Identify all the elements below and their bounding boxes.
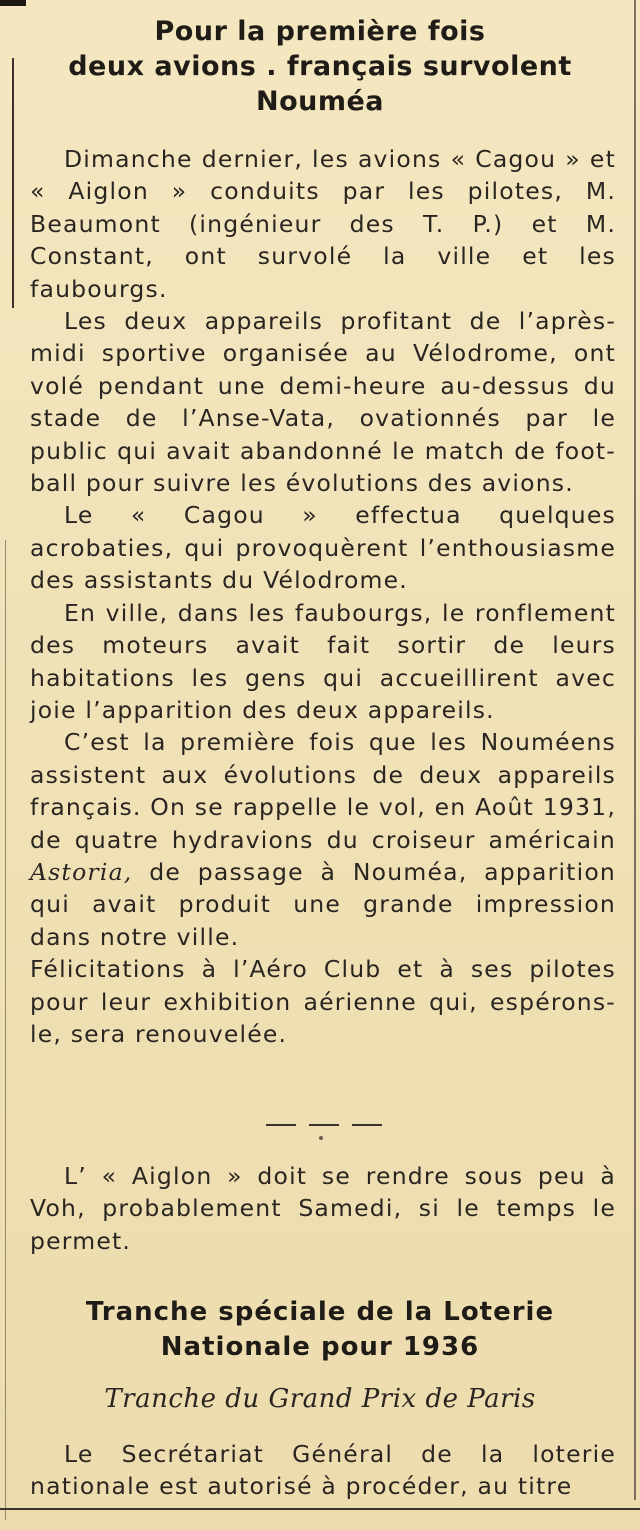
article1-paragraph-6: Félicitations à l’Aéro Club et à ses pilotes pour leur exhibition aérienne qui, espérons-le, sera renouvelée.: [30, 955, 616, 1048]
article2-subheadline: Tranche du Grand Prix de Paris: [104, 1384, 536, 1414]
brief-paragraph: L’ « Aiglon » doit se rendre sous peu à Voh, probablement Samedi, si le temps le permet.: [30, 1162, 616, 1255]
clipping-left-edge-lower: [5, 540, 6, 1520]
clipping-bottom-edge: [0, 1508, 640, 1510]
article1-paragraph-3: Le « Cagou » effectua quelques acrobaties, qui provoquèrent l’enthousiasme des assistants du Vélodrome.: [30, 501, 616, 595]
article1-paragraph-4: En ville, dans les faubourgs, le ronflement des moteurs avait fait sortir de leurs habitations les gens qui accueillirent avec joie l’apparition des deux appareils.: [30, 598, 616, 724]
article2-headline-line2: Nationale pour 1936: [160, 1332, 480, 1362]
article1-paragraph-5-end: de passage à Nouméa, apparition qui avait produit une grande impression dans notre ville.: [30, 857, 616, 951]
article1-paragraph-5-start: C’est la première fois que les Nouméens assistent aux évolutions de deux appareils français. On se rappelle le vol, en Août 1931, de quatre hydravions du croiseur américain: [30, 728, 616, 854]
article1-headline-line1: Pour la première fois: [154, 16, 486, 47]
article1-paragraph-1: Dimanche dernier, les avions « Cagou » et « Aiglon » conduits par les pilotes, M. Beaumont (ingénieur des T. P.) et M. Constant, ont survolé la ville et les faubourgs.: [30, 145, 616, 303]
clipping-right-edge: [634, 0, 636, 1500]
corner-mark: [0, 0, 26, 6]
article1-paragraph-5: [30, 726, 616, 953]
article1-headline: [20, 14, 620, 119]
article1-headline-line3: Nouméa: [255, 86, 385, 117]
article2-headline: [20, 1295, 620, 1365]
article1-paragraph-2: Les deux appareils profitant de l’après-midi sportive organisée au Vélodrome, ont volé pendant une demi-heure au-dessus du stade de l’Anse-Vata, ovationnés par le public qui avait abandonné le match de foot-ball pour suivre les évolutions des avions.: [30, 307, 616, 498]
article1-body: [30, 143, 616, 1050]
article2-paragraph: Le Secrétariat Général de la loterie nationale est autorisé à procéder, au titre: [30, 1440, 616, 1501]
section-divider: [266, 1124, 382, 1126]
article2-body: [30, 1438, 616, 1503]
ship-name: Astoria,: [30, 857, 133, 886]
brief-body: [30, 1160, 616, 1257]
article1-headline-line2: deux avions . français survolent: [68, 51, 572, 82]
divider-dot: [319, 1136, 323, 1140]
clipping-left-edge: [12, 58, 14, 308]
article2-headline-line1: Tranche spéciale de la Loterie: [85, 1297, 555, 1327]
